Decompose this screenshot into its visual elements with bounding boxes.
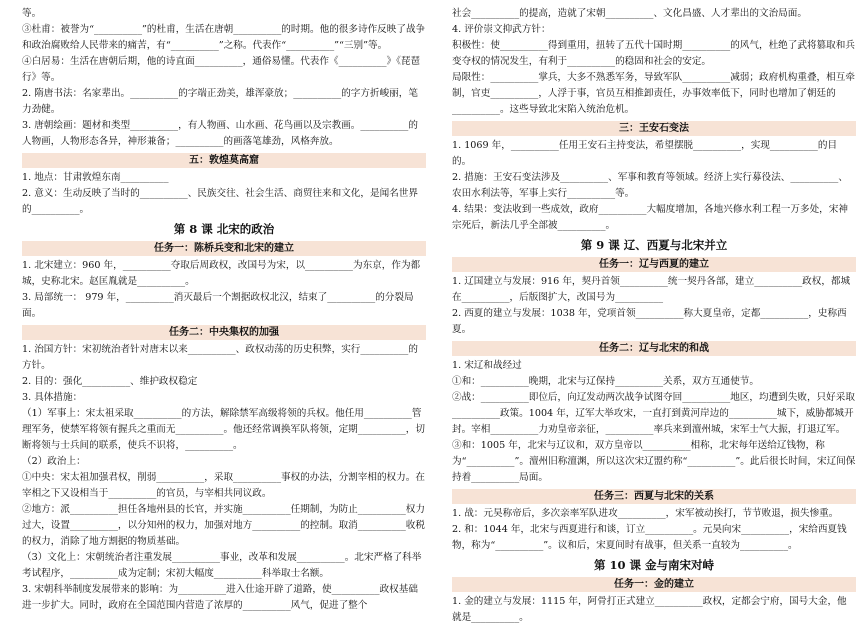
- paragraph: 1. 1069 年，__________任用王安石主持变法，希望摆脱__________，实现__________的目的。: [452, 140, 838, 167]
- paragraph: （2）政治上：: [22, 456, 86, 467]
- paragraph: ③和：1005 年，北宋与辽议和，双方皇帝以__________相称，北宋每年送给辽钱物，称为“__________”。澶州旧称澶渊，所以这次宋辽盟约称“__________”。此后很长时间，宋辽间保持着__________局面。: [452, 440, 856, 483]
- paragraph: 3. 局部统一： 979 年，__________消灭最后一个割据政权北汉，结束了__________的分裂局面。: [22, 292, 414, 319]
- paragraph: ②战：__________即位后，向辽发动两次战争试图夺回__________地区，均遭到失败，只好采取__________政策。1004 年，辽军大举攻宋，一直打到黄河岸边的__________城下，威胁都城开封。宰相__________力劝皇帝亲征，__________率兵来到澶州城，宋军士气大振，打退辽军。: [452, 392, 855, 435]
- paragraph: ④白居易：生活在唐朝后期，他的诗直面__________，通俗易懂。代表作《__________》《琵琶行》等。: [22, 56, 421, 83]
- paragraph: ②地方：派__________担任各地州县的长官，并实施__________任期制，为防止__________权力过大，设置__________，以分知州的权力，加强对地方__________的控制。取消__________收税的权力，消除了地方割据的物质基础。: [22, 504, 425, 547]
- paragraph: 1. 战：元昊称帝后，多次亲率军队进攻__________，宋军被动挨打，节节败退，损失惨重。: [452, 508, 839, 519]
- task-heading: 任务三：西夏与北宋的关系: [452, 489, 856, 504]
- paragraph: 2. 意义：生动反映了当时的__________、民族交往、社会生活、商贸往来和文化，是闻名世界的__________。: [22, 188, 418, 215]
- paragraph: 3. 唐朝绘画：题材和类型__________，有人物画、山水画、花鸟画以及宗教画。__________的人物画，人物形态各异，神形兼备；__________的画落笔雄劲，风格奔放。: [22, 120, 418, 147]
- paragraph: 1. 辽国建立与发展：916 年，契丹首领__________统一契丹各部，建立__________政权，都城在__________，后版图扩大，改国号为__________: [452, 276, 851, 303]
- paragraph: 等。: [22, 8, 42, 19]
- paragraph: 社会__________的提高，造就了宋朝__________、文化昌盛、人才辈出的文治局面。: [452, 8, 807, 19]
- paragraph: 1. 宋辽和战经过: [452, 360, 522, 371]
- paragraph: 2. 和：1044 年，北宋与西夏进行和谈，订立__________。元昊向宋__________，宋给西夏钱物，称为“__________”。议和后，宋夏间时有战事，但关系一直较为__________。: [452, 524, 847, 551]
- right-column: [452, 6, 856, 626]
- paragraph: 局限性：__________掌兵，大多不熟悉军务，导致军队__________减弱；政府机构重叠，相互牵制，官吏__________，人浮于事，官员互相推卸责任，办事效率低下，同时也增加了朝廷的__________。这些导致北宋陷入统治危机。: [452, 72, 855, 115]
- paragraph: （1）军事上：宋太祖采取__________的方法，解除禁军高级将领的兵权。他任用__________管理军务，使禁军将领有握兵之重而无__________。他还经常调换军队将领，定期__________，切断将领与士兵间的联系，使兵不识将，__________。: [22, 408, 425, 451]
- paragraph: 1. 地点：甘肃敦煌东南__________: [22, 172, 169, 183]
- task-heading: 任务一：辽与西夏的建立: [452, 257, 856, 272]
- task-heading: 任务一：陈桥兵变和北宋的建立: [22, 241, 426, 256]
- paragraph: 2. 西夏的建立与发展：1038 年，党项首领__________称大夏皇帝，定都__________，史称西夏。: [452, 308, 847, 335]
- task-heading: 任务二：中央集权的加强: [22, 325, 426, 340]
- lesson-8-title: 第 8 课 北宋的政治: [173, 222, 275, 236]
- section-heading-wang-anshi: 三：王安石变法: [452, 121, 856, 136]
- task-heading: 任务一：金的建立: [452, 577, 856, 592]
- paragraph: 2. 措施：王安石变法涉及__________、军事和教育等领域。经济上实行募役法、__________、农田水利法等，军事上实行__________等。: [452, 172, 848, 199]
- paragraph: 2. 隋唐书法：名家辈出。__________的字端正劲美，雄浑豪放；__________的字方折峻丽，笔力劲健。: [22, 88, 418, 115]
- paragraph: ①和：__________晚期，北宋与辽保持__________关系，双方互通使节。: [452, 376, 759, 387]
- section-heading-dunhuang: 五：敦煌莫高窟: [22, 153, 426, 168]
- paragraph: 4. 评价崇文抑武方针：: [452, 24, 551, 35]
- paragraph: 1. 治国方针：宋初统治者针对唐末以来__________、政权动荡的历史积弊，实行__________的方针。: [22, 344, 418, 371]
- paragraph: 2. 目的：强化__________、维护政权稳定: [22, 376, 198, 387]
- lesson-10-title: 第 10 课 金与南宋对峙: [593, 558, 714, 572]
- paragraph: 3. 宋朝科举制度发展带来的影响：为__________进入仕途开辟了道路，使__________政权基础进一步扩大。同时，政府在全国范围内营造了浓厚的__________风气，促进了整个: [22, 584, 418, 611]
- paragraph: （3）文化上：宋朝统治者注重发展__________事业，改革和发展__________。北宋严格了科举考试程序，__________成为定制；宋初大幅度__________科举取士名额。: [22, 552, 422, 579]
- left-column: [22, 6, 426, 614]
- paragraph: 积极性：使__________得到重用，扭转了五代十国时期__________的风气，杜绝了武将篡取和兵变夺权的情况发生，有利于__________的稳固和社会的安定。: [452, 40, 855, 67]
- paragraph: ③杜甫：被誉为“__________”的杜甫，生活在唐朝__________的时期。他的很多诗作反映了战争和政治腐败给人民带来的痛苦，有“__________”之称。代表作“__________”“三别”等。: [22, 24, 426, 51]
- paragraph: 3. 具体措施：: [22, 392, 83, 403]
- paragraph: 1. 北宋建立：960 年，__________夺取后周政权，改国号为宋，以__________为东京，作为都城，史称北宋。赵匡胤就是__________。: [22, 260, 421, 287]
- paragraph: 4. 结果：变法收到一些成效，政府__________大幅度增加，各地兴修水利工程一万多处，宋神宗死后，新法几乎全部被__________。: [452, 204, 848, 231]
- lesson-9-title: 第 9 课 辽、西夏与北宋并立: [580, 238, 728, 252]
- task-heading: 任务二：辽与北宋的和战: [452, 341, 856, 356]
- paragraph: ①中央：宋太祖加强君权，削弱__________，采取__________事权的办法，分割宰相的权力。在宰相之下又设相当于__________的官员，与宰相共同议政。: [22, 472, 425, 499]
- paragraph: 1. 金的建立与发展：1115 年，阿骨打正式建立__________政权，定都会宁府，国号大金，他就是__________。: [452, 596, 847, 623]
